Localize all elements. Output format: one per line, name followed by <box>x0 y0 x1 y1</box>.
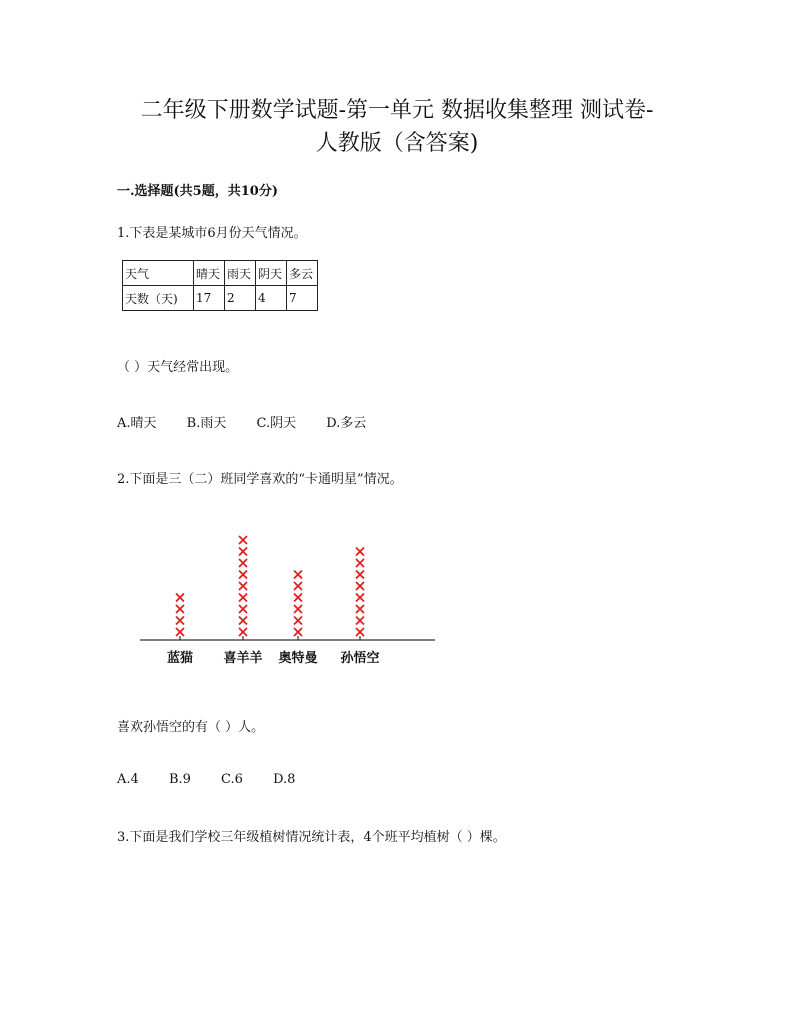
chart-mark-x <box>356 582 364 590</box>
option-d[interactable]: D.多云 <box>326 416 367 431</box>
chart-mark-x <box>239 617 247 625</box>
question-2-stem: 2.下面是三（二）班同学喜欢的“卡通明星”情况。 <box>117 472 403 487</box>
chart-mark-x <box>294 628 302 636</box>
table-cell: 晴天 <box>194 261 225 286</box>
weather-table <box>122 260 318 311</box>
chart-category-label: 奥特曼 <box>278 651 318 666</box>
table-cell: 7 <box>287 286 318 311</box>
chart-mark-x <box>239 594 247 602</box>
table-cell: 阴天 <box>256 261 287 286</box>
chart-mark-x <box>239 559 247 567</box>
chart-mark-x <box>294 605 302 613</box>
document-title-line2: 人教版（含答案) <box>315 131 479 156</box>
chart-mark-x <box>239 536 247 544</box>
chart-mark-x <box>356 548 364 556</box>
chart-category-label: 喜羊羊 <box>223 651 263 666</box>
table-cell: 天数（天) <box>123 286 194 311</box>
document-title-line1: 二年级下册数学试题-第一单元 数据收集整理 测试卷- <box>140 98 654 123</box>
chart-mark-x <box>176 605 184 613</box>
option-b[interactable]: B.9 <box>168 772 191 787</box>
table-cell: 多云 <box>287 261 318 286</box>
chart-mark-x <box>176 628 184 636</box>
chart-mark-x <box>239 605 247 613</box>
option-c[interactable]: C.6 <box>221 772 243 787</box>
option-d[interactable]: D.8 <box>273 772 296 787</box>
chart-mark-x <box>239 571 247 579</box>
chart-mark-x <box>356 628 364 636</box>
chart-mark-x <box>356 559 364 567</box>
chart-mark-x <box>356 594 364 602</box>
table-cell: 4 <box>256 286 287 311</box>
question-1-options <box>117 412 392 431</box>
chart-mark-x <box>356 617 364 625</box>
table-row <box>123 261 318 286</box>
chart-category-label: 蓝猫 <box>166 651 194 666</box>
table-cell: 17 <box>194 286 225 311</box>
chart-mark-x <box>294 594 302 602</box>
chart-mark-x <box>356 571 364 579</box>
chart-mark-x <box>176 617 184 625</box>
question-3-stem: 3.下面是我们学校三年级植树情况统计表，4个班平均植树（ ）棵。 <box>117 830 506 845</box>
chart-mark-x <box>239 582 247 590</box>
table-cell: 雨天 <box>225 261 256 286</box>
chart-mark-x <box>239 548 247 556</box>
chart-mark-x <box>176 594 184 602</box>
chart-category-label: 孙悟空 <box>340 651 380 666</box>
chart-mark-x <box>294 617 302 625</box>
option-a[interactable]: A.4 <box>117 772 139 787</box>
chart-mark-x <box>356 605 364 613</box>
table-cell: 2 <box>225 286 256 311</box>
question-1-stem: 1.下表是某城市6月份天气情况。 <box>117 226 307 241</box>
cartoon-pictograph <box>130 515 450 675</box>
option-a[interactable]: A.晴天 <box>117 416 157 431</box>
option-b[interactable]: B.雨天 <box>186 416 227 431</box>
chart-mark-x <box>239 628 247 636</box>
table-cell: 天气 <box>123 261 194 286</box>
option-c[interactable]: C.阴天 <box>256 416 297 431</box>
table-row <box>123 286 318 311</box>
question-2-options <box>117 772 321 787</box>
chart-mark-x <box>294 582 302 590</box>
chart-mark-x <box>294 571 302 579</box>
section-heading: 一.选择题(共5题，共10分) <box>117 184 278 199</box>
question-2-prompt: 喜欢孙悟空的有（ ）人。 <box>117 720 265 735</box>
question-1-prompt: （ ）天气经常出现。 <box>117 360 239 375</box>
